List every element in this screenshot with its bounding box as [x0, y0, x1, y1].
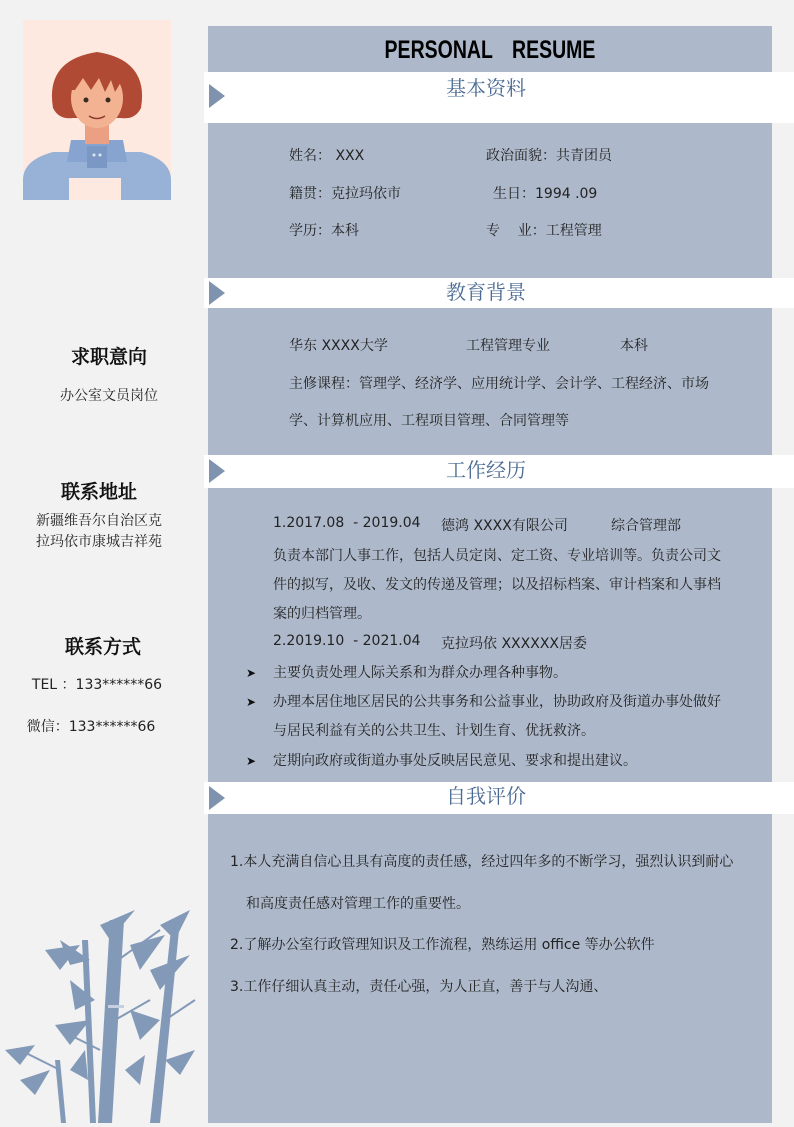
job2-bullet-continued: 与居民利益有关的公共卫生、计划生育、优抚救济。 — [273, 723, 595, 739]
edu-courses-line1: 主修课程：管理学、经济学、应用统计学、会计学、工程经济、市场 — [289, 376, 709, 392]
job1-desc-line: 案的归档管理。 — [273, 606, 371, 622]
edu-courses-line2: 学、计算机应用、工程项目管理、合同管理等 — [289, 413, 569, 429]
self-eval-line: 和高度责任感对管理工作的重要性。 — [246, 896, 470, 912]
job1-desc-line: 件的拟写，及收、发文的传递及管理；以及招标档案、审计档案和人事档 — [273, 577, 721, 593]
job2-period: 2.2019.10 - 2021.04 — [273, 633, 421, 649]
basic-birthday: 生日：1994 .09 — [493, 186, 598, 202]
bamboo-decoration — [0, 900, 205, 1123]
section-title-self-eval: 自我评价 — [446, 784, 526, 808]
basic-hometown: 籍贯：克拉玛依市 — [289, 186, 401, 202]
edu-major: 工程管理专业 — [466, 338, 550, 354]
address-line2: 拉玛依市康城吉祥苑 — [36, 534, 162, 550]
arrow-bullet-icon: ➤ — [246, 754, 257, 768]
section-header-education — [204, 278, 794, 308]
job1-dept: 综合管理部 — [611, 518, 681, 534]
bamboo-icon — [0, 900, 205, 1123]
basic-major: 专 业：工程管理 — [486, 223, 602, 239]
job2-bullet: 定期向政府或街道办事处反映居民意见、要求和提出建议。 — [273, 753, 637, 769]
address-line1: 新疆维吾尔自治区克 — [36, 513, 162, 529]
section-header-self-eval — [204, 782, 794, 814]
basic-education: 学历：本科 — [289, 223, 359, 239]
contact-tel: TEL ：133******66 — [31, 677, 163, 693]
avatar-illustration-icon — [23, 20, 171, 200]
intent-heading: 求职意向 — [70, 346, 147, 368]
arrow-bullet-icon: ➤ — [246, 666, 257, 680]
job2-bullet: 主要负责处理人际关系和为群众办理各种事物。 — [273, 665, 567, 681]
contact-heading: 联系方式 — [64, 636, 141, 658]
avatar-photo — [23, 20, 171, 200]
edu-degree: 本科 — [620, 338, 648, 354]
page-title: PERSONAL RESUME — [384, 36, 596, 64]
job1-period: 1.2017.08 - 2019.04 — [273, 515, 421, 531]
job2-bullet: 办理本居住地区居民的公共事务和公益事业，协助政府及街道办事处做好 — [273, 694, 721, 710]
intent-value: 办公室文员岗位 — [60, 388, 158, 404]
job1-desc-line: 负责本部门人事工作，包括人员定岗、定工资、专业培训等。负责公司文 — [273, 548, 721, 564]
self-eval-line: 3.工作仔细认真主动，责任心强，为人正直，善于与人沟通、 — [230, 979, 608, 995]
section-title-work: 工作经历 — [446, 458, 526, 482]
job2-company: 克拉玛依 XXXXXX居委 — [441, 636, 587, 652]
arrow-bullet-icon: ➤ — [246, 695, 257, 709]
section-header-basic — [204, 72, 794, 123]
edu-school: 华东 XXXX大学 — [289, 338, 388, 354]
job1-company: 德鸿 XXXX有限公司 — [441, 518, 568, 534]
contact-wechat: 微信：133******66 — [26, 719, 156, 735]
self-eval-line: 2.了解办公室行政管理知识及工作流程，熟练运用 office 等办公软件 — [230, 937, 655, 953]
section-header-work — [204, 455, 794, 488]
basic-politics: 政治面貌：共青团员 — [486, 148, 612, 164]
section-title-education: 教育背景 — [446, 280, 526, 304]
address-heading: 联系地址 — [60, 481, 137, 503]
section-title-basic: 基本资料 — [446, 76, 526, 100]
self-eval-line: 1.本人充满自信心且具有高度的责任感，经过四年多的不断学习，强烈认识到耐心 — [230, 854, 734, 870]
basic-name: 姓名： XXX — [289, 148, 365, 164]
